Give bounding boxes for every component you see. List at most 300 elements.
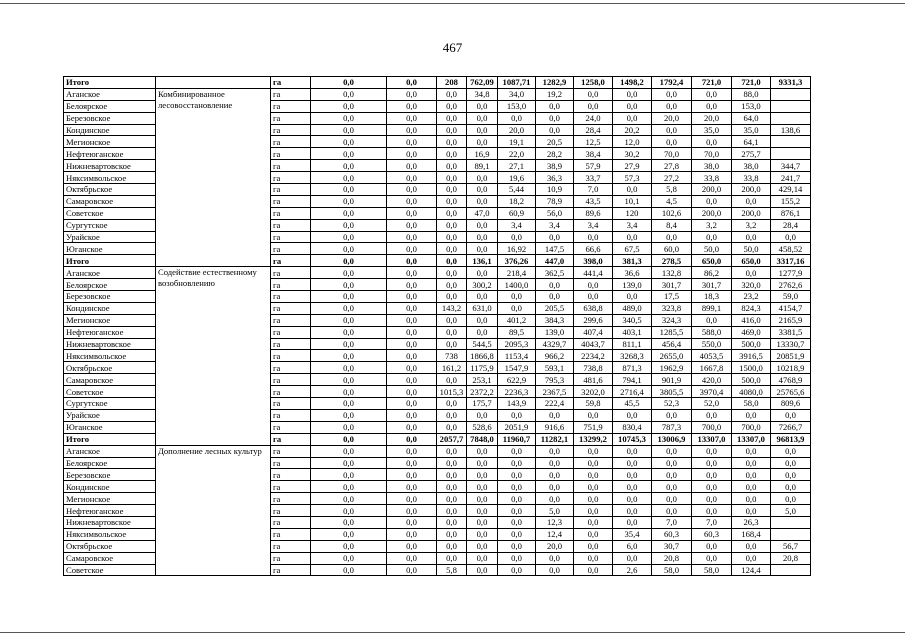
value-cell: 0,0	[692, 505, 732, 517]
value-cell: 3,4	[536, 219, 574, 231]
value-cell: 57,3	[613, 172, 652, 184]
unit-cell: га	[271, 326, 311, 338]
value-cell: 0,0	[467, 445, 498, 457]
value-cell: 301,7	[692, 279, 732, 291]
value-cell: 36,3	[536, 172, 574, 184]
value-cell: 0,0	[437, 267, 467, 279]
value-cell: 0,0	[311, 314, 387, 326]
value-cell: 0,0	[652, 409, 692, 421]
value-cell: 638,8	[574, 302, 613, 314]
value-cell: 33,8	[692, 172, 732, 184]
value-cell: 0,0	[771, 457, 811, 469]
value-cell: 175,7	[467, 398, 498, 410]
value-cell: 0,0	[467, 267, 498, 279]
value-cell: 0,0	[574, 493, 613, 505]
value-cell: 0,0	[574, 457, 613, 469]
value-cell: 2236,3	[498, 386, 536, 398]
value-cell: 301,7	[652, 279, 692, 291]
value-cell: 10,9	[536, 184, 574, 196]
value-cell: 0,0	[613, 100, 652, 112]
value-cell: 0,0	[574, 100, 613, 112]
value-cell: 0,0	[771, 481, 811, 493]
unit-cell: га	[271, 112, 311, 124]
value-cell: 0,0	[692, 469, 732, 481]
value-cell: 0,0	[692, 231, 732, 243]
value-cell: 13330,7	[771, 338, 811, 350]
value-cell: 0,0	[771, 445, 811, 457]
value-cell	[771, 100, 811, 112]
value-cell: 38,4	[574, 148, 613, 160]
value-cell: 3,4	[613, 219, 652, 231]
value-cell: 700,0	[732, 421, 771, 433]
value-cell: 0,0	[387, 112, 437, 124]
value-cell: 751,9	[574, 421, 613, 433]
value-cell	[771, 516, 811, 528]
value-cell: 5,8	[652, 184, 692, 196]
value-cell: 1258,0	[574, 77, 613, 89]
value-cell: 0,0	[387, 195, 437, 207]
value-cell: 0,0	[613, 112, 652, 124]
value-cell: 299,6	[574, 314, 613, 326]
value-cell: 52,0	[692, 398, 732, 410]
value-cell: 0,0	[732, 552, 771, 564]
unit-cell: га	[271, 160, 311, 172]
value-cell: 0,0	[387, 552, 437, 564]
value-cell: 253,1	[467, 374, 498, 386]
value-cell: 0,0	[498, 469, 536, 481]
value-cell: 0,0	[387, 386, 437, 398]
value-cell: 0,0	[437, 184, 467, 196]
value-cell: 9331,3	[771, 77, 811, 89]
value-cell: 0,0	[311, 267, 387, 279]
unit-cell: га	[271, 279, 311, 291]
value-cell: 4768,9	[771, 374, 811, 386]
value-cell: 0,0	[311, 160, 387, 172]
row-name: Няксимвольское	[64, 350, 156, 362]
value-cell: 0,0	[437, 291, 467, 303]
value-cell: 0,0	[437, 409, 467, 421]
value-cell: 2655,0	[652, 350, 692, 362]
value-cell: 138,6	[771, 124, 811, 136]
value-cell: 0,0	[692, 88, 732, 100]
value-cell: 0,0	[498, 528, 536, 540]
value-cell: 1153,4	[498, 350, 536, 362]
value-cell: 0,0	[467, 457, 498, 469]
value-cell: 0,0	[536, 493, 574, 505]
value-cell: 0,0	[652, 88, 692, 100]
value-cell: 0,0	[692, 540, 732, 552]
value-cell: 0,0	[732, 195, 771, 207]
value-cell: 52,3	[652, 398, 692, 410]
value-cell: 60,3	[692, 528, 732, 540]
row-name: Самаровское	[64, 552, 156, 564]
value-cell: 0,0	[387, 505, 437, 517]
value-cell: 28,4	[574, 124, 613, 136]
unit-cell: га	[271, 314, 311, 326]
value-cell: 0,0	[387, 314, 437, 326]
row-name: Сургутское	[64, 398, 156, 410]
value-cell: 34,8	[467, 88, 498, 100]
value-cell: 0,0	[692, 481, 732, 493]
value-cell: 60,0	[652, 243, 692, 255]
value-cell: 4080,0	[732, 386, 771, 398]
value-cell: 0,0	[311, 243, 387, 255]
value-cell: 0,0	[498, 409, 536, 421]
row-name: Юганское	[64, 243, 156, 255]
value-cell: 0,0	[652, 100, 692, 112]
value-cell: 2051,9	[498, 421, 536, 433]
value-cell: 787,3	[652, 421, 692, 433]
value-cell: 278,5	[652, 255, 692, 267]
value-cell: 20,2	[613, 124, 652, 136]
value-cell: 721,0	[732, 77, 771, 89]
value-cell: 650,0	[732, 255, 771, 267]
row-name: Советское	[64, 564, 156, 576]
value-cell: 0,0	[574, 445, 613, 457]
value-cell: 0,0	[613, 505, 652, 517]
value-cell: 12,4	[536, 528, 574, 540]
value-cell: 362,5	[536, 267, 574, 279]
value-cell: 0,0	[311, 421, 387, 433]
value-cell: 7848,0	[467, 433, 498, 445]
value-cell: 500,0	[732, 338, 771, 350]
value-cell: 2,6	[613, 564, 652, 576]
value-cell: 0,0	[387, 243, 437, 255]
row-name: Белоярское	[64, 100, 156, 112]
value-cell: 3381,5	[771, 326, 811, 338]
value-cell	[771, 564, 811, 576]
value-cell: 38,0	[692, 160, 732, 172]
value-cell: 0,0	[732, 267, 771, 279]
value-cell: 0,0	[467, 195, 498, 207]
value-cell: 0,0	[437, 112, 467, 124]
value-cell: 0,0	[311, 112, 387, 124]
table-row	[64, 88, 871, 100]
value-cell: 0,0	[536, 100, 574, 112]
unit-cell: га	[271, 421, 311, 433]
value-cell: 384,3	[536, 314, 574, 326]
value-cell: 20,0	[498, 124, 536, 136]
value-cell: 320,0	[732, 279, 771, 291]
value-cell: 0,0	[574, 231, 613, 243]
unit-cell: га	[271, 243, 311, 255]
value-cell: 200,0	[692, 184, 732, 196]
value-cell: 0,0	[467, 493, 498, 505]
value-cell: 0,0	[311, 505, 387, 517]
value-cell: 0,0	[467, 243, 498, 255]
value-cell: 3,4	[574, 219, 613, 231]
value-cell: 0,0	[574, 469, 613, 481]
row-name: Советское	[64, 207, 156, 219]
row-name: Белоярское	[64, 457, 156, 469]
value-cell: 0,0	[387, 160, 437, 172]
value-cell: 4043,7	[574, 338, 613, 350]
value-cell: 67,5	[613, 243, 652, 255]
value-cell: 0,0	[437, 469, 467, 481]
value-cell: 0,0	[387, 255, 437, 267]
row-name: Няксимвольское	[64, 172, 156, 184]
value-cell: 205,5	[536, 302, 574, 314]
value-cell: 89,5	[498, 326, 536, 338]
value-cell: 0,0	[437, 540, 467, 552]
value-cell: 0,0	[498, 516, 536, 528]
value-cell: 0,0	[536, 124, 574, 136]
value-cell: 0,0	[387, 77, 437, 89]
value-cell: 830,4	[613, 421, 652, 433]
value-cell: 0,0	[387, 457, 437, 469]
value-cell: 0,0	[692, 552, 732, 564]
value-cell: 7,0	[692, 516, 732, 528]
value-cell: 0,0	[652, 445, 692, 457]
value-cell: 0,0	[574, 528, 613, 540]
value-cell: 0,0	[536, 457, 574, 469]
value-cell: 0,0	[437, 231, 467, 243]
row-name: Советское	[64, 386, 156, 398]
value-cell: 721,0	[692, 77, 732, 89]
value-cell: 809,6	[771, 398, 811, 410]
value-cell: 0,0	[498, 481, 536, 493]
value-cell: 916,6	[536, 421, 574, 433]
unit-cell: га	[271, 433, 311, 445]
value-cell	[771, 148, 811, 160]
value-cell: 7,0	[574, 184, 613, 196]
value-cell: 64,1	[732, 136, 771, 148]
value-cell: 78,9	[536, 195, 574, 207]
value-cell: 0,0	[467, 314, 498, 326]
unit-cell: га	[271, 386, 311, 398]
value-cell: 43,5	[574, 195, 613, 207]
unit-cell: га	[271, 528, 311, 540]
row-name: Итого	[64, 255, 156, 267]
row-name: Аганское	[64, 267, 156, 279]
value-cell: 0,0	[652, 136, 692, 148]
value-cell: 420,0	[692, 374, 732, 386]
value-cell: 241,7	[771, 172, 811, 184]
value-cell: 0,0	[732, 457, 771, 469]
value-cell: 0,0	[467, 409, 498, 421]
value-cell: 0,0	[732, 231, 771, 243]
value-cell: 0,0	[311, 207, 387, 219]
row-name: Нижневартовское	[64, 338, 156, 350]
value-cell: 2095,3	[498, 338, 536, 350]
value-cell: 28,4	[771, 219, 811, 231]
value-cell: 20,0	[692, 112, 732, 124]
value-cell: 0,0	[467, 552, 498, 564]
value-cell: 0,0	[387, 469, 437, 481]
value-cell: 153,0	[732, 100, 771, 112]
value-cell: 0,0	[613, 457, 652, 469]
value-cell: 45,5	[613, 398, 652, 410]
value-cell: 0,0	[387, 100, 437, 112]
value-cell: 0,0	[387, 516, 437, 528]
value-cell: 0,0	[437, 148, 467, 160]
value-cell: 12,5	[574, 136, 613, 148]
value-cell: 0,0	[387, 493, 437, 505]
value-cell: 34,0	[498, 88, 536, 100]
value-cell: 344,7	[771, 160, 811, 172]
row-name: Самаровское	[64, 195, 156, 207]
value-cell: 794,1	[613, 374, 652, 386]
value-cell: 811,1	[613, 338, 652, 350]
value-cell: 26,3	[732, 516, 771, 528]
value-cell: 0,0	[311, 398, 387, 410]
value-cell: 19,1	[498, 136, 536, 148]
value-cell: 0,0	[536, 552, 574, 564]
value-cell: 0,0	[467, 564, 498, 576]
value-cell: 0,0	[467, 540, 498, 552]
value-cell: 0,0	[498, 540, 536, 552]
value-cell: 3202,0	[574, 386, 613, 398]
value-cell: 1277,9	[771, 267, 811, 279]
row-name: Сургутское	[64, 219, 156, 231]
row-name: Аганское	[64, 445, 156, 457]
value-cell: 0,0	[498, 302, 536, 314]
value-cell: 0,0	[732, 505, 771, 517]
value-cell: 4329,7	[536, 338, 574, 350]
value-cell: 0,0	[311, 409, 387, 421]
value-cell: 0,0	[467, 326, 498, 338]
value-cell: 143,9	[498, 398, 536, 410]
value-cell: 0,0	[652, 505, 692, 517]
work-type-cell: Содействие естественному возобновлению	[156, 267, 271, 445]
row-name: Нижневартовское	[64, 160, 156, 172]
row-name: Мегионское	[64, 314, 156, 326]
row-name: Мегионское	[64, 493, 156, 505]
row-name: Урайское	[64, 409, 156, 421]
value-cell: 398,0	[574, 255, 613, 267]
value-cell: 0,0	[387, 326, 437, 338]
row-name: Октябрьское	[64, 362, 156, 374]
value-cell: 96813,9	[771, 433, 811, 445]
unit-cell: га	[271, 552, 311, 564]
value-cell: 0,0	[311, 219, 387, 231]
value-cell: 20,0	[536, 540, 574, 552]
value-cell: 0,0	[467, 136, 498, 148]
value-cell: 12,3	[536, 516, 574, 528]
value-cell: 899,1	[692, 302, 732, 314]
unit-cell: га	[271, 493, 311, 505]
unit-cell: га	[271, 231, 311, 243]
value-cell: 0,0	[437, 136, 467, 148]
unit-cell: га	[271, 184, 311, 196]
row-name: Самаровское	[64, 374, 156, 386]
unit-cell: га	[271, 409, 311, 421]
value-cell: 18,2	[498, 195, 536, 207]
row-name: Кондинское	[64, 302, 156, 314]
value-cell: 20,8	[652, 552, 692, 564]
scan-top-edge	[0, 3, 905, 4]
value-cell: 0,0	[692, 457, 732, 469]
value-cell: 0,0	[771, 409, 811, 421]
value-cell: 0,0	[467, 112, 498, 124]
value-cell: 222,4	[536, 398, 574, 410]
value-cell: 403,1	[613, 326, 652, 338]
value-cell: 0,0	[311, 184, 387, 196]
value-cell: 0,0	[613, 516, 652, 528]
value-cell: 4154,7	[771, 302, 811, 314]
value-cell: 544,5	[467, 338, 498, 350]
row-name: Нефтеюганское	[64, 326, 156, 338]
value-cell: 3805,5	[652, 386, 692, 398]
value-cell: 88,0	[732, 88, 771, 100]
value-cell: 0,0	[467, 172, 498, 184]
value-cell: 0,0	[387, 136, 437, 148]
value-cell: 0,0	[437, 338, 467, 350]
value-cell: 0,0	[437, 374, 467, 386]
value-cell: 0,0	[467, 100, 498, 112]
value-cell: 3970,4	[692, 386, 732, 398]
value-cell: 27,1	[498, 160, 536, 172]
value-cell: 0,0	[498, 445, 536, 457]
row-name: Итого	[64, 77, 156, 89]
value-cell: 456,4	[652, 338, 692, 350]
unit-cell: га	[271, 398, 311, 410]
value-cell: 13307,0	[732, 433, 771, 445]
value-cell: 481,6	[574, 374, 613, 386]
value-cell: 762,09	[467, 77, 498, 89]
value-cell: 2367,5	[536, 386, 574, 398]
value-cell: 0,0	[437, 445, 467, 457]
unit-cell: га	[271, 338, 311, 350]
value-cell	[771, 136, 811, 148]
unit-cell: га	[271, 445, 311, 457]
value-cell: 0,0	[387, 445, 437, 457]
value-cell: 13299,2	[574, 433, 613, 445]
value-cell: 0,0	[437, 505, 467, 517]
value-cell: 23,2	[732, 291, 771, 303]
value-cell: 7266,7	[771, 421, 811, 433]
row-name: Нефтеюганское	[64, 148, 156, 160]
value-cell: 0,0	[536, 481, 574, 493]
unit-cell: га	[271, 302, 311, 314]
value-cell: 528,6	[467, 421, 498, 433]
value-cell: 20851,9	[771, 350, 811, 362]
row-name: Белоярское	[64, 279, 156, 291]
value-cell: 0,0	[574, 540, 613, 552]
value-cell: 0,0	[613, 231, 652, 243]
value-cell: 0,0	[311, 338, 387, 350]
value-cell: 0,0	[692, 195, 732, 207]
value-cell: 441,4	[574, 267, 613, 279]
value-cell: 155,2	[771, 195, 811, 207]
row-name: Нижневартовское	[64, 516, 156, 528]
value-cell: 1500,0	[732, 362, 771, 374]
value-cell: 2716,4	[613, 386, 652, 398]
value-cell: 0,0	[536, 445, 574, 457]
value-cell: 1087,71	[498, 77, 536, 89]
value-cell: 489,0	[613, 302, 652, 314]
value-cell: 401,2	[498, 314, 536, 326]
value-cell: 139,0	[613, 279, 652, 291]
value-cell: 2057,7	[437, 433, 467, 445]
value-cell: 161,2	[437, 362, 467, 374]
value-cell: 0,0	[467, 124, 498, 136]
value-cell: 0,0	[311, 540, 387, 552]
value-cell: 0,0	[692, 493, 732, 505]
value-cell: 0,0	[387, 481, 437, 493]
value-cell: 58,0	[692, 564, 732, 576]
value-cell: 1175,9	[467, 362, 498, 374]
value-cell: 30,2	[613, 148, 652, 160]
value-cell: 147,5	[536, 243, 574, 255]
value-cell: 0,0	[311, 469, 387, 481]
value-cell: 58,0	[652, 564, 692, 576]
row-name: Октябрьское	[64, 184, 156, 196]
unit-cell: га	[271, 88, 311, 100]
value-cell: 323,8	[652, 302, 692, 314]
value-cell: 0,0	[311, 291, 387, 303]
value-cell: 0,0	[467, 469, 498, 481]
